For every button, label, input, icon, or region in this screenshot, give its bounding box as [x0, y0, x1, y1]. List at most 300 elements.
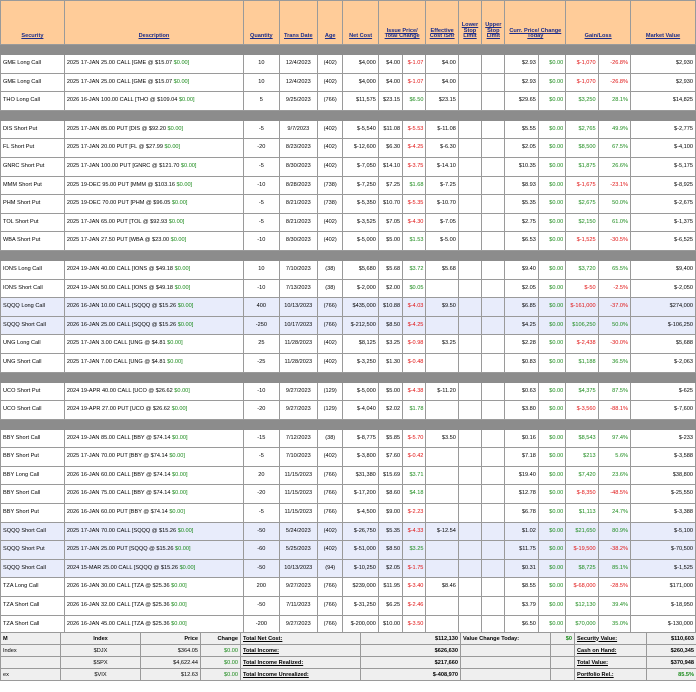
net-cost-cell: $-5,540 — [343, 120, 378, 139]
age-cell: (738) — [318, 195, 343, 214]
group-separator — [1, 45, 696, 55]
index-name: Index — [1, 645, 61, 657]
net-cost-cell: $-2,000 — [343, 279, 378, 298]
position-row[interactable] — [1, 279, 696, 298]
security-cell: MMM Short Put — [1, 176, 65, 195]
position-row[interactable] — [1, 353, 696, 372]
trans-date-cell: 11/28/2023 — [279, 335, 317, 354]
change-today-cell: $0.00 — [538, 466, 565, 485]
index-price: $364.05 — [141, 645, 201, 657]
issue-price-cell: $7.60 — [378, 448, 402, 467]
underlying-change: $0.00] — [172, 60, 190, 66]
issue-price-cell: $7.05 — [378, 213, 402, 232]
age-cell: (402) — [318, 353, 343, 372]
position-row[interactable] — [1, 260, 696, 279]
gain-pct-cell: 50.0% — [598, 316, 630, 335]
position-row[interactable] — [1, 382, 696, 401]
trans-date-cell: 10/13/2023 — [279, 559, 317, 578]
index-symbol: $VIX — [61, 669, 141, 681]
description-cell: 2024 19-JAN 40.00 CALL [IONS @ $49.18 $0.00] — [64, 260, 243, 279]
gain-pct-cell: -38.2% — [598, 541, 630, 560]
issue-price-cell: $9.00 — [378, 504, 402, 523]
change-today-cell: $0.00 — [538, 213, 565, 232]
position-row[interactable] — [1, 232, 696, 251]
quantity-cell: -5 — [244, 448, 279, 467]
age-cell: (402) — [318, 120, 343, 139]
position-row[interactable] — [1, 213, 696, 232]
curr-price-cell: $19.40 — [505, 466, 538, 485]
summary-table — [0, 632, 696, 681]
net-cost-cell: $-10,250 — [343, 559, 378, 578]
net-cost-cell: $-12,600 — [343, 139, 378, 158]
gain-pct-cell: -26.8% — [598, 55, 630, 74]
age-cell: (402) — [318, 139, 343, 158]
issue-price-cell: $8.60 — [378, 485, 402, 504]
position-row[interactable] — [1, 92, 696, 111]
position-row[interactable] — [1, 120, 696, 139]
change-today-cell: $0.00 — [538, 195, 565, 214]
security-cell: THO Long Call — [1, 92, 65, 111]
upper-stop-cell — [482, 92, 505, 111]
effective-cost-cell — [426, 279, 458, 298]
curr-price-cell: $0.63 — [505, 382, 538, 401]
position-row[interactable] — [1, 195, 696, 214]
position-row[interactable] — [1, 485, 696, 504]
description-cell: 2025 17-JAN 27.50 PUT [WBA @ $23.00 $0.00] — [64, 232, 243, 251]
portfolio-value: $370,948 — [647, 657, 696, 669]
col-lower-stop[interactable]: Lower Stop Limit — [458, 1, 481, 45]
position-row[interactable] — [1, 176, 696, 195]
lower-stop-cell — [458, 139, 481, 158]
position-row[interactable] — [1, 157, 696, 176]
total-change-cell: $3.72 — [403, 260, 426, 279]
curr-price-cell: $11.75 — [505, 541, 538, 560]
gain-pct-cell: 5.6% — [598, 448, 630, 467]
upper-stop-cell — [482, 73, 505, 92]
issue-price-cell: $8.50 — [378, 316, 402, 335]
underlying-change: $0.00] — [165, 358, 183, 365]
group-separator — [1, 372, 696, 382]
quantity-cell: -20 — [244, 139, 279, 158]
market-value-cell: $-2,775 — [631, 120, 696, 139]
description-cell: 2026 16-JAN 32.00 CALL [TZA @ $25.36 $0.00] — [64, 597, 243, 616]
position-row[interactable] — [1, 335, 696, 354]
gain-pct-cell: -26.8% — [598, 73, 630, 92]
net-cost-cell: $11,575 — [343, 92, 378, 111]
age-cell: (38) — [318, 279, 343, 298]
underlying-change: $0.00] — [169, 602, 187, 609]
position-row[interactable] — [1, 466, 696, 485]
change-today-cell: $0.00 — [538, 298, 565, 317]
issue-price-cell: $6.25 — [378, 597, 402, 616]
security-cell: TOL Short Put — [1, 213, 65, 232]
trans-date-cell: 11/15/2023 — [279, 485, 317, 504]
gain-loss-cell: $2,675 — [566, 195, 598, 214]
market-value-cell: $-7,600 — [631, 401, 696, 420]
index-price: $4,622.44 — [141, 657, 201, 669]
net-cost-cell: $4,000 — [343, 73, 378, 92]
index-name — [1, 657, 61, 669]
market-value-cell: $5,688 — [631, 335, 696, 354]
total-change-cell: $-4.33 — [403, 522, 426, 541]
market-value-cell: $-3,588 — [631, 448, 696, 467]
col-trans-date[interactable]: Trans Date — [279, 1, 317, 45]
underlying-change: $0.00] — [173, 546, 191, 553]
gain-loss-cell: $-161,000 — [566, 298, 598, 317]
total-change-cell: $3.25 — [403, 541, 426, 560]
trans-date-cell: 11/15/2023 — [279, 466, 317, 485]
issue-price-cell: $14.10 — [378, 157, 402, 176]
net-cost-cell: $-8,775 — [343, 429, 378, 448]
col-issue-price[interactable]: Issue Price/ Total Change — [378, 1, 426, 45]
col-gain-loss[interactable]: Gain/Loss — [566, 1, 631, 45]
age-cell: (129) — [318, 382, 343, 401]
quantity-cell: -50 — [244, 522, 279, 541]
position-row[interactable] — [1, 448, 696, 467]
portfolio-label: Cash on Hand: — [575, 645, 647, 657]
security-cell: PHM Short Put — [1, 195, 65, 214]
total-change-cell: $-5.35 — [403, 195, 426, 214]
underlying-change: $0.00] — [167, 509, 185, 516]
lower-stop-cell — [458, 316, 481, 335]
market-value-cell: $-4,100 — [631, 139, 696, 158]
gain-loss-cell: $8,543 — [566, 429, 598, 448]
position-row[interactable] — [1, 504, 696, 523]
total-change-cell: $1.53 — [403, 232, 426, 251]
trans-date-cell: 10/17/2023 — [279, 316, 317, 335]
effective-cost-cell — [426, 466, 458, 485]
position-row[interactable] — [1, 541, 696, 560]
effective-cost-cell — [426, 559, 458, 578]
description-cell: 2025 17-JAN 100.00 PUT [GNRC @ $121.70 $0.00] — [64, 157, 243, 176]
upper-stop-cell — [482, 316, 505, 335]
summary-row — [1, 645, 696, 657]
gain-pct-cell: -23.1% — [598, 176, 630, 195]
gain-loss-cell: $8,500 — [566, 139, 598, 158]
age-cell: (402) — [318, 73, 343, 92]
upper-stop-cell — [482, 213, 505, 232]
gain-loss-cell: $-50 — [566, 279, 598, 298]
lower-stop-cell — [458, 213, 481, 232]
gain-pct-cell: 65.5% — [598, 260, 630, 279]
position-row[interactable] — [1, 578, 696, 597]
net-cost-cell: $5,680 — [343, 260, 378, 279]
col-curr-price[interactable]: Curr. Price/ Change Today — [505, 1, 566, 45]
trans-date-cell: 12/4/2023 — [279, 73, 317, 92]
upper-stop-cell — [482, 485, 505, 504]
lower-stop-cell — [458, 195, 481, 214]
gain-pct-cell: -48.5% — [598, 485, 630, 504]
quantity-cell: 10 — [244, 73, 279, 92]
security-cell: SQQQ Short Call — [1, 522, 65, 541]
gain-pct-cell: 97.4% — [598, 429, 630, 448]
gain-loss-cell: $1,875 — [566, 157, 598, 176]
total-change-cell: $-1.75 — [403, 559, 426, 578]
positions-body — [1, 45, 696, 634]
lower-stop-cell — [458, 232, 481, 251]
change-today-cell: $0.00 — [538, 401, 565, 420]
position-row[interactable] — [1, 73, 696, 92]
age-cell: (766) — [318, 466, 343, 485]
net-cost-cell: $-51,000 — [343, 541, 378, 560]
index-header-change: Change — [201, 633, 241, 645]
description-cell: 2026 16-JAN 10.00 CALL [SQQQ @ $15.26 $0.00] — [64, 298, 243, 317]
underlying-change: $0.00] — [178, 564, 196, 571]
upper-stop-cell — [482, 541, 505, 560]
age-cell: (38) — [318, 429, 343, 448]
upper-stop-cell — [482, 429, 505, 448]
market-value-cell: $171,000 — [631, 578, 696, 597]
description-cell: 2026 16-JAN 25.00 CALL [SQQQ @ $15.26 $0.00] — [64, 316, 243, 335]
description-cell: 2025 17-JAN 65.00 PUT [TOL @ $92.93 $0.00] — [64, 213, 243, 232]
index-header-index: Index — [61, 633, 141, 645]
lower-stop-cell — [458, 279, 481, 298]
quantity-cell: -10 — [244, 279, 279, 298]
issue-price-cell: $5.00 — [378, 232, 402, 251]
trans-date-cell: 11/28/2023 — [279, 353, 317, 372]
col-effective-cost[interactable]: Effective Cost /Shr — [426, 1, 458, 45]
lower-stop-cell — [458, 466, 481, 485]
age-cell: (402) — [318, 335, 343, 354]
upper-stop-cell — [482, 195, 505, 214]
market-value-cell: $-1,375 — [631, 213, 696, 232]
market-value-cell: $-8,925 — [631, 176, 696, 195]
age-cell: (129) — [318, 401, 343, 420]
position-row[interactable] — [1, 429, 696, 448]
age-cell: (766) — [318, 578, 343, 597]
lower-stop-cell — [458, 522, 481, 541]
age-cell: (402) — [318, 541, 343, 560]
lower-stop-cell — [458, 157, 481, 176]
effective-cost-cell — [426, 485, 458, 504]
issue-price-cell: $8.50 — [378, 541, 402, 560]
effective-cost-cell: $-10.70 — [426, 195, 458, 214]
curr-price-cell: $12.78 — [505, 485, 538, 504]
total-change-cell: $-3.40 — [403, 578, 426, 597]
net-cost-cell: $4,000 — [343, 55, 378, 74]
underlying-change: $0.00] — [173, 284, 191, 291]
total-change-cell: $-2.23 — [403, 504, 426, 523]
separator-cell — [1, 110, 696, 120]
market-value-cell: $-18,950 — [631, 597, 696, 616]
net-cost-cell: $-4,500 — [343, 504, 378, 523]
total-change-cell: $-5.53 — [403, 120, 426, 139]
position-row[interactable] — [1, 55, 696, 74]
description-cell: 2026 16-JAN 30.00 CALL [TZA @ $25.36 $0.00] — [64, 578, 243, 597]
lower-stop-cell — [458, 353, 481, 372]
col-net-cost[interactable]: Net Cost — [343, 1, 378, 45]
net-cost-cell: $-200,000 — [343, 615, 378, 634]
lower-stop-cell — [458, 448, 481, 467]
underlying-change: $0.00] — [167, 453, 185, 460]
total-label: Total Income: — [241, 645, 361, 657]
curr-price-cell: $2.93 — [505, 55, 538, 74]
gain-pct-cell: -2.5% — [598, 279, 630, 298]
lower-stop-cell — [458, 260, 481, 279]
curr-price-cell: $2.05 — [505, 139, 538, 158]
description-cell: 2025 17-JAN 70.00 CALL [SQQQ @ $15.26 $0.00] — [64, 522, 243, 541]
underlying-change: $0.00] — [162, 144, 181, 151]
gain-loss-cell: $-1,675 — [566, 176, 598, 195]
trans-date-cell: 7/13/2023 — [279, 279, 317, 298]
trans-date-cell: 8/30/2023 — [279, 232, 317, 251]
col-upper-stop[interactable]: Upper Stop Limit — [482, 1, 505, 45]
market-value-cell: $-5,175 — [631, 157, 696, 176]
security-cell: SQQQ Short Put — [1, 541, 65, 560]
upper-stop-cell — [482, 298, 505, 317]
gain-pct-cell: 85.1% — [598, 559, 630, 578]
age-cell: (402) — [318, 157, 343, 176]
group-separator — [1, 419, 696, 429]
age-cell: (402) — [318, 55, 343, 74]
upper-stop-cell — [482, 279, 505, 298]
change-today-cell: $0.00 — [538, 157, 565, 176]
index-price: $12.63 — [141, 669, 201, 681]
effective-cost-cell: $-5.00 — [426, 232, 458, 251]
quantity-cell: -20 — [244, 485, 279, 504]
net-cost-cell: $-7,250 — [343, 176, 378, 195]
quantity-cell: 10 — [244, 260, 279, 279]
col-security[interactable]: Security — [1, 1, 65, 45]
security-cell: BBY Short Call — [1, 429, 65, 448]
curr-price-cell: $2.75 — [505, 213, 538, 232]
change-today-cell: $0.00 — [538, 335, 565, 354]
market-value-cell: $-1,525 — [631, 559, 696, 578]
security-cell: UCO Short Put — [1, 382, 65, 401]
upper-stop-cell — [482, 597, 505, 616]
quantity-cell: 25 — [244, 335, 279, 354]
net-cost-cell: $-3,800 — [343, 448, 378, 467]
index-change: $0.00 — [201, 657, 241, 669]
curr-price-cell: $6.53 — [505, 232, 538, 251]
position-row[interactable] — [1, 316, 696, 335]
market-value-cell: $-3,388 — [631, 504, 696, 523]
gain-loss-cell: $2,765 — [566, 120, 598, 139]
lower-stop-cell — [458, 335, 481, 354]
total-change-cell: $6.50 — [403, 92, 426, 111]
effective-cost-cell: $-14.10 — [426, 157, 458, 176]
blank-cell — [461, 657, 551, 669]
lower-stop-cell — [458, 578, 481, 597]
position-row[interactable] — [1, 298, 696, 317]
position-row[interactable] — [1, 597, 696, 616]
position-row[interactable] — [1, 139, 696, 158]
group-separator — [1, 250, 696, 260]
change-today-cell: $0.00 — [538, 448, 565, 467]
security-cell: TZA Short Call — [1, 597, 65, 616]
net-cost-cell: $31,380 — [343, 466, 378, 485]
blank-cell — [461, 645, 551, 657]
total-change-cell: $-4.30 — [403, 213, 426, 232]
age-cell: (766) — [318, 298, 343, 317]
market-value-cell: $274,000 — [631, 298, 696, 317]
issue-price-cell: $10.00 — [378, 615, 402, 634]
col-market-value[interactable]: Market Value — [631, 1, 696, 45]
header-row — [1, 1, 696, 45]
quantity-cell: -5 — [244, 157, 279, 176]
blank-cell — [461, 669, 551, 681]
lower-stop-cell — [458, 485, 481, 504]
underlying-change: $0.00] — [170, 490, 188, 497]
description-cell: 2024 19-APR 27.00 PUT [UCO @ $26.62 $0.00] — [64, 401, 243, 420]
market-value-cell: $-2,063 — [631, 353, 696, 372]
upper-stop-cell — [482, 353, 505, 372]
gain-pct-cell: 67.5% — [598, 139, 630, 158]
total-change-cell: $1.68 — [403, 176, 426, 195]
change-today-cell: $0.00 — [538, 92, 565, 111]
age-cell: (766) — [318, 597, 343, 616]
gain-loss-cell: $-3,560 — [566, 401, 598, 420]
quantity-cell: -25 — [244, 353, 279, 372]
issue-price-cell: $2.02 — [378, 401, 402, 420]
age-cell: (402) — [318, 232, 343, 251]
trans-date-cell: 10/13/2023 — [279, 298, 317, 317]
underlying-change: $0.00] — [172, 78, 190, 85]
issue-price-cell: $5.00 — [378, 382, 402, 401]
position-row[interactable] — [1, 559, 696, 578]
net-cost-cell: $-26,750 — [343, 522, 378, 541]
lower-stop-cell — [458, 55, 481, 74]
curr-price-cell: $8.55 — [505, 578, 538, 597]
change-today-cell: $0.00 — [538, 597, 565, 616]
total-change-cell: $-2.46 — [403, 597, 426, 616]
change-today-cell: $0.00 — [538, 55, 565, 74]
description-cell: 2025 17-JAN 3.00 CALL [UNG @ $4.81 $0.00] — [64, 335, 243, 354]
portfolio-value: $260,345 — [647, 645, 696, 657]
security-cell: SQQQ Long Call — [1, 298, 65, 317]
issue-price-cell: $2.05 — [378, 559, 402, 578]
issue-price-cell: $7.25 — [378, 176, 402, 195]
position-row[interactable] — [1, 522, 696, 541]
gain-loss-cell: $21,650 — [566, 522, 598, 541]
upper-stop-cell — [482, 615, 505, 634]
age-cell: (766) — [318, 504, 343, 523]
separator-cell — [1, 45, 696, 55]
position-row[interactable] — [1, 401, 696, 420]
portfolio-value: $110,603 — [647, 633, 696, 645]
gain-pct-cell: 35.0% — [598, 615, 630, 634]
change-today-cell: $0.00 — [538, 382, 565, 401]
curr-price-cell: $3.79 — [505, 597, 538, 616]
description-cell: 2025 17-JAN 7.00 CALL [UNG @ $4.81 $0.00] — [64, 353, 243, 372]
quantity-cell: 20 — [244, 466, 279, 485]
lower-stop-cell — [458, 176, 481, 195]
blank-cell — [551, 645, 575, 657]
total-label: Total Income Realized: — [241, 657, 361, 669]
curr-price-cell: $2.28 — [505, 335, 538, 354]
security-cell: GME Long Call — [1, 73, 65, 92]
underlying-change: $0.00] — [175, 181, 193, 188]
col-description[interactable]: Description — [64, 1, 243, 45]
upper-stop-cell — [482, 232, 505, 251]
effective-cost-cell: $3.25 — [426, 335, 458, 354]
position-row[interactable] — [1, 615, 696, 634]
lower-stop-cell — [458, 504, 481, 523]
underlying-change: $0.00] — [169, 237, 187, 244]
trans-date-cell: 9/27/2023 — [279, 615, 317, 634]
gain-pct-cell: 87.5% — [598, 382, 630, 401]
col-quantity[interactable]: Quantity — [244, 1, 279, 45]
effective-cost-cell — [426, 353, 458, 372]
description-cell: 2025 19-DEC 70.00 PUT [PHM @ $96.05 $0.00] — [64, 195, 243, 214]
security-cell: TZA Long Call — [1, 578, 65, 597]
total-change-cell: $-1.07 — [403, 73, 426, 92]
issue-price-cell: $10.70 — [378, 195, 402, 214]
quantity-cell: 10 — [244, 55, 279, 74]
index-symbol: $SPX — [61, 657, 141, 669]
col-age[interactable]: Age — [318, 1, 343, 45]
gain-loss-cell: $-1,070 — [566, 73, 598, 92]
